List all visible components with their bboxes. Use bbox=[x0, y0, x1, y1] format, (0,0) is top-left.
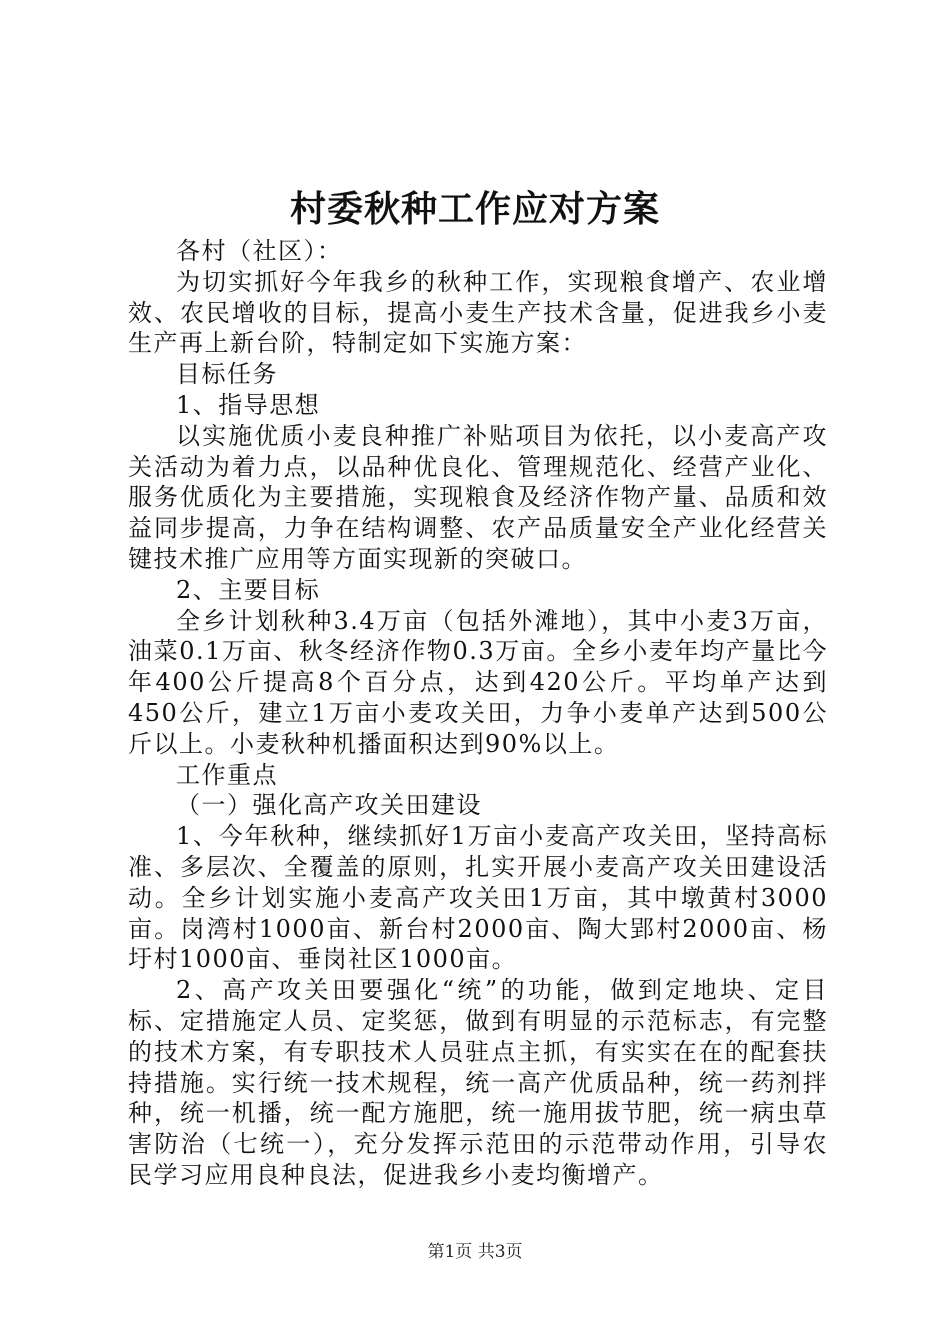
subheading-high-yield-fields: （一）强化高产攻关田建设 bbox=[176, 791, 482, 820]
section-heading-key-work: 工作重点 bbox=[176, 760, 278, 789]
paragraph-item-2: 2、高产攻关田要强化“统”的功能，做到定地块、定目标、定措施定人员、定奖惩，做到有明显的示范标志，有完整的技术方案，有专职技术人员驻点主抓，有实实在在的配套扶持措施。实行统一技术规程，统一高产优质品种，统一药剂拌种，统一机播，统一配方施肥，统一施用拔节肥，统一病虫草害防治（七统一），充分发挥示范田的示范带动作用，引导农民学习应用良种良法，促进我乡小麦均衡增产。 bbox=[128, 976, 828, 1189]
document-title: 村委秋种工作应对方案 bbox=[289, 188, 660, 230]
section-heading-goals: 目标任务 bbox=[176, 360, 278, 389]
intro-paragraph: 为切实抓好今年我乡的秋种工作，实现粮食增产、农业增效、农民增收的目标，提高小麦生产技术含量，促进我乡小麦生产再上新台阶，特制定如下实施方案： bbox=[128, 267, 828, 358]
paragraph-main-targets: 全乡计划秋种3.4万亩（包括外滩地），其中小麦3万亩，油菜0.1万亩、秋冬经济作物0.3万亩。全乡小麦年均产量比今年400公斤提高8个百分点，达到420公斤。平均单产达到450公斤，建立1万亩小麦攻关田，力争小麦单产达到500公斤以上。小麦秋种机播面积达到90%以上。 bbox=[128, 606, 828, 758]
document-body bbox=[128, 236, 828, 1191]
subheading-guiding-ideology: 1、指导思想 bbox=[176, 390, 321, 419]
paragraph-item-1: 1、今年秋种，继续抓好1万亩小麦高产攻关田，坚持高标准、多层次、全覆盖的原则，扎实开展小麦高产攻关田建设活动。全乡计划实施小麦高产攻关田1万亩，其中墩黄村3000亩。岗湾村1000亩、新台村2000亩、陶大郢村2000亩、杨圩村1000亩、垂岗社区1000亩。 bbox=[128, 822, 828, 974]
paragraph-guiding-ideology: 以实施优质小麦良种推广补贴项目为依托，以小麦高产攻关活动为着力点，以品种优良化、管理规范化、经营产业化、服务优质化为主要措施，实现粮食及经济作物产量、品质和效益同步提高，力争在结构调整、农产品质量安全产业化经营关键技术推广应用等方面实现新的突破口。 bbox=[128, 421, 828, 573]
subheading-main-targets: 2、主要目标 bbox=[176, 575, 321, 604]
salutation: 各村（社区）： bbox=[176, 237, 343, 265]
page-footer: 第1页 共3页 bbox=[427, 1242, 523, 1262]
